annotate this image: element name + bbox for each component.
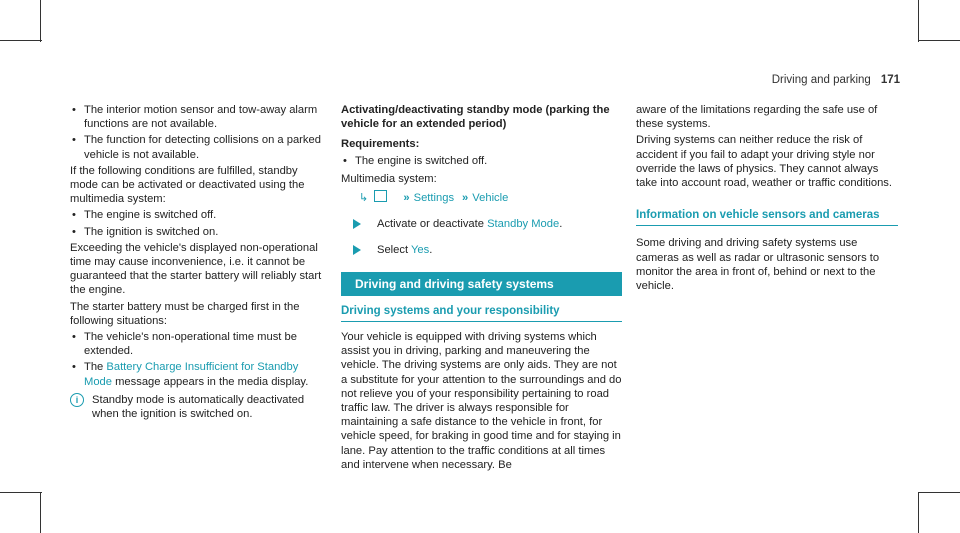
multimedia-label: Multimedia system: — [341, 172, 437, 185]
section-bar: Driving and driving safety systems — [341, 272, 622, 296]
menu-path — [341, 190, 622, 205]
list-item: • The ignition is switched on. — [70, 225, 325, 239]
yes-link[interactable]: Yes — [411, 244, 430, 257]
requirements-label: Requirements: — [341, 138, 420, 151]
bullet-list — [70, 330, 325, 389]
chevron-right-icon: » — [462, 192, 469, 205]
note-text: Standby mode is automatically deactivated when the ignition is switched on. — [92, 393, 305, 421]
crop-mark — [918, 492, 919, 533]
list-item: • The vehicle's non-operational time must be extended. — [70, 330, 325, 358]
crop-mark — [0, 40, 42, 41]
text: Activate or deactivate — [377, 218, 484, 231]
crop-mark — [918, 492, 960, 493]
crop-mark — [40, 0, 41, 42]
crop-mark — [40, 492, 41, 533]
step: Select Yes. — [341, 243, 622, 257]
page-header — [772, 73, 900, 87]
bullet-list — [70, 208, 325, 238]
home-icon[interactable] — [374, 190, 387, 202]
path-vehicle[interactable]: Vehicle — [472, 192, 509, 205]
column-1 — [70, 103, 325, 421]
section-heading: Activating/deactivating standby mode (parking the vehicle for an extended period) — [341, 104, 610, 131]
list-item — [70, 360, 325, 388]
paragraph: Some driving and driving safety systems use cameras as well as radar or ultrasonic sensors to monitor the area in front of, behind or next to the vehicle. — [636, 237, 880, 293]
subheading: Information on vehicle sensors and cameras — [636, 208, 898, 226]
display-message-link[interactable]: Battery Charge Insufficient for Standby Mode — [84, 361, 299, 388]
bullet-list — [70, 103, 325, 162]
list-item: • The engine is switched off. — [341, 154, 622, 168]
list-item: • The interior motion sensor and tow-away alarm functions are not available. — [70, 103, 325, 131]
paragraph: The starter battery must be charged first in the following situations: — [70, 300, 300, 327]
play-icon — [353, 245, 361, 255]
crop-mark — [0, 492, 42, 493]
crop-mark — [918, 0, 919, 42]
return-arrow-icon: ↳ — [359, 192, 369, 205]
column-2 — [341, 103, 622, 474]
standby-mode-link[interactable]: Standby Mode — [487, 218, 560, 231]
section-title: Driving and parking — [771, 74, 871, 86]
note — [70, 393, 325, 421]
column-3 — [636, 103, 898, 295]
text: message appears in the media display. — [115, 375, 309, 388]
paragraph: Driving systems can neither reduce the risk of accident if you fail to adapt your driving style nor override the laws of physics. They cannot always take into account road, weather or traffic conditions. — [636, 134, 893, 190]
paragraph: aware of the limitations regarding the safe use of these systems. — [636, 104, 878, 131]
text: The — [84, 361, 104, 374]
list-item: • The engine is switched off. — [70, 208, 325, 222]
path-settings[interactable]: Settings — [413, 192, 455, 205]
chevron-right-icon: » — [403, 192, 410, 205]
page-number: 171 — [880, 74, 900, 86]
paragraph: Exceeding the vehicle's displayed non-operational time may cause inconvenience, i.e. it cannot be guaranteed that the starter battery will reliably start the engine. — [70, 241, 322, 297]
paragraph: Your vehicle is equipped with driving systems which assist you in driving, parking and maneuvering the vehicle. The driving systems are only aids. They are not a substitute for your attention to the surroundings and do not relieve you of your responsibility pertaining to road traffic law. The driver is always responsible for maintaining a safe distance to the vehicle in front, for vehicle speed, for braking in good time and for staying in lane. Pay attention to the traffic conditions at all times and intervene when necessary. Be — [341, 331, 622, 471]
paragraph: If the following conditions are fulfilled, standby mode can be activated or deactivated using the multimedia system: — [70, 164, 305, 206]
crop-mark — [918, 40, 960, 41]
subheading: Driving systems and your responsibility — [341, 304, 622, 322]
list-item: • The function for detecting collisions on a parked vehicle is not available. — [70, 133, 325, 161]
play-icon — [353, 219, 361, 229]
step: Activate or deactivate Standby Mode. — [341, 217, 622, 231]
bullet-list — [341, 154, 622, 168]
info-icon: i — [70, 393, 84, 407]
text: Select — [377, 244, 409, 257]
